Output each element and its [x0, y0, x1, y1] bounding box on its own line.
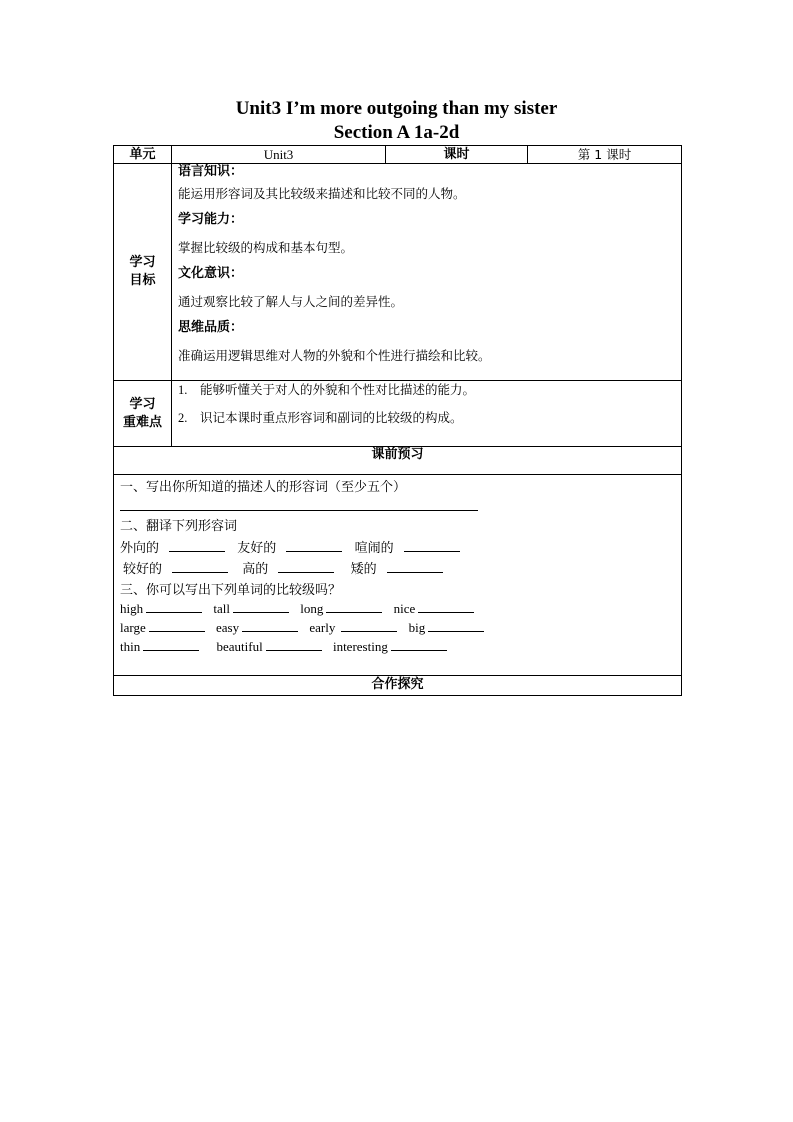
word-en: high: [120, 601, 144, 616]
translate-row-2: [123, 558, 443, 577]
word-en: nice: [393, 601, 416, 616]
document-title: Unit3 I’m more outgoing than my sister: [235, 98, 558, 119]
word-cn: 较好的: [123, 562, 163, 577]
word-en: beautiful: [216, 639, 263, 654]
words-row-1: [120, 600, 474, 617]
unit-value: Unit3: [172, 146, 386, 164]
word-en: large: [120, 620, 146, 635]
answer-blank[interactable]: [266, 638, 322, 651]
period-value: 第 1 课时: [528, 146, 682, 164]
answer-blank[interactable]: [233, 600, 289, 613]
answer-blank[interactable]: [278, 560, 334, 573]
answer-blank[interactable]: [428, 619, 484, 632]
objectives-label-line1: 学习: [129, 255, 156, 270]
key-points-content: [172, 381, 682, 447]
answer-blank[interactable]: [326, 600, 382, 613]
answer-blank[interactable]: [143, 638, 199, 651]
preview-content: [114, 475, 682, 676]
answer-blank[interactable]: [391, 638, 447, 651]
question-3: 三、你可以写出下列单词的比较级吗？: [120, 583, 342, 598]
preview-section-title: 课前预习: [114, 447, 682, 475]
objectives-label-line2: 目标: [129, 273, 156, 288]
key-points-row: [114, 381, 682, 447]
objective-text: 掌握比较级的构成和基本句型。: [178, 240, 354, 255]
key-point-text: 能够听懂关于对人的外貌和个性对比描述的能力。: [200, 382, 476, 397]
objective-text: 通过观察比较了解人与人之间的差异性。: [178, 294, 404, 309]
word-cn: 友好的: [237, 541, 277, 556]
document-subtitle: Section A 1a-2d: [333, 122, 460, 143]
question-1: 一、写出你所知道的描述人的形容词（至少五个）: [120, 480, 407, 495]
answer-blank[interactable]: [149, 619, 205, 632]
unit-label: 单元: [114, 146, 172, 164]
word-en: interesting: [332, 639, 388, 654]
key-point-text: 识记本课时重点形容词和副词的比较级的构成。: [200, 410, 463, 425]
objectives-label: [114, 164, 172, 381]
objective-heading: 语言知识：: [178, 164, 244, 179]
answer-blank[interactable]: [341, 619, 397, 632]
word-en: tall: [213, 601, 230, 616]
word-cn: 高的: [242, 562, 269, 577]
key-point-item: [178, 409, 681, 437]
objective-heading: 学习能力：: [178, 212, 244, 227]
word-en: thin: [120, 639, 141, 654]
answer-line[interactable]: [120, 497, 478, 511]
answer-blank[interactable]: [404, 539, 460, 552]
info-row: [114, 146, 682, 164]
question-2: 二、翻译下列形容词: [120, 519, 238, 534]
key-points-label: [114, 381, 172, 447]
word-cn: 喧闹的: [354, 541, 394, 556]
answer-blank[interactable]: [146, 600, 202, 613]
words-row-3: [120, 638, 447, 655]
answer-blank[interactable]: [418, 600, 474, 613]
objective-text: 能运用形容词及其比较级来描述和比较不同的人物。: [178, 186, 466, 201]
period-label: 课时: [386, 146, 528, 164]
key-points-label-line1: 学习: [129, 396, 156, 412]
word-en: early: [309, 620, 336, 635]
cooperation-header-row: [114, 676, 682, 696]
objective-heading: 文化意识：: [178, 266, 244, 281]
preview-content-row: [114, 475, 682, 676]
key-point-number: 2.: [178, 411, 188, 425]
answer-blank[interactable]: [242, 619, 298, 632]
word-cn: 外向的: [120, 541, 160, 556]
key-point-number: 1.: [178, 383, 188, 397]
words-row-2: [120, 619, 484, 636]
answer-blank[interactable]: [172, 560, 228, 573]
cooperation-section-title: 合作探究: [114, 676, 682, 696]
objectives-row: [114, 164, 682, 381]
preview-header-row: [114, 447, 682, 475]
objectives-content: [172, 164, 682, 381]
word-en: big: [408, 620, 426, 635]
key-points-label-line2: 重难点: [122, 414, 162, 430]
answer-blank[interactable]: [387, 560, 443, 573]
word-en: easy: [216, 620, 240, 635]
translate-row-1: [120, 537, 460, 556]
lesson-plan-table: [113, 145, 682, 696]
objective-text: 准确运用逻辑思维对人物的外貌和个性进行描绘和比较。: [178, 348, 491, 363]
answer-blank[interactable]: [169, 539, 225, 552]
objective-heading: 思维品质：: [178, 320, 244, 335]
word-en: long: [300, 601, 324, 616]
word-cn: 矮的: [350, 562, 377, 577]
key-point-item: [178, 381, 681, 409]
answer-blank[interactable]: [286, 539, 342, 552]
